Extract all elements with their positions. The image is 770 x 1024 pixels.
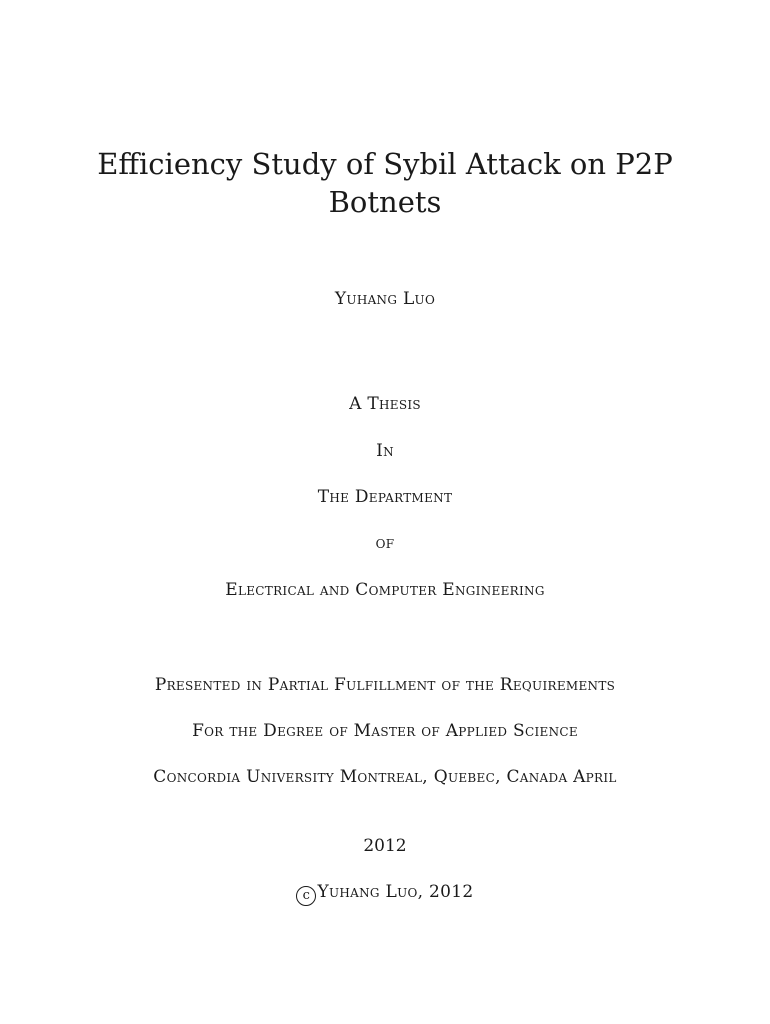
thesis-title-line-2: Botnets <box>328 185 442 219</box>
thesis-label: A Thesis <box>349 394 421 414</box>
author-name: Yuhang Luo <box>334 289 436 309</box>
copyright-icon: c <box>296 886 316 906</box>
presented-statement: Presented in Partial Fulfillment of the Requirements <box>154 675 616 695</box>
thesis-title-line-1: Efficiency Study of Sybil Attack on P2P <box>97 147 673 181</box>
year: 2012 <box>363 836 407 856</box>
of-label: of <box>375 533 395 553</box>
copyright-line <box>0 882 770 906</box>
degree-statement: For the Degree of Master of Applied Science <box>192 721 578 741</box>
copyright-text: Yuhang Luo, 2012 <box>317 882 474 902</box>
university-location: Concordia University Montreal, Quebec, Canada April <box>153 767 617 787</box>
department-name: Electrical and Computer Engineering <box>225 580 545 600</box>
in-label: In <box>376 441 394 461</box>
department-label: The Department <box>317 487 453 507</box>
